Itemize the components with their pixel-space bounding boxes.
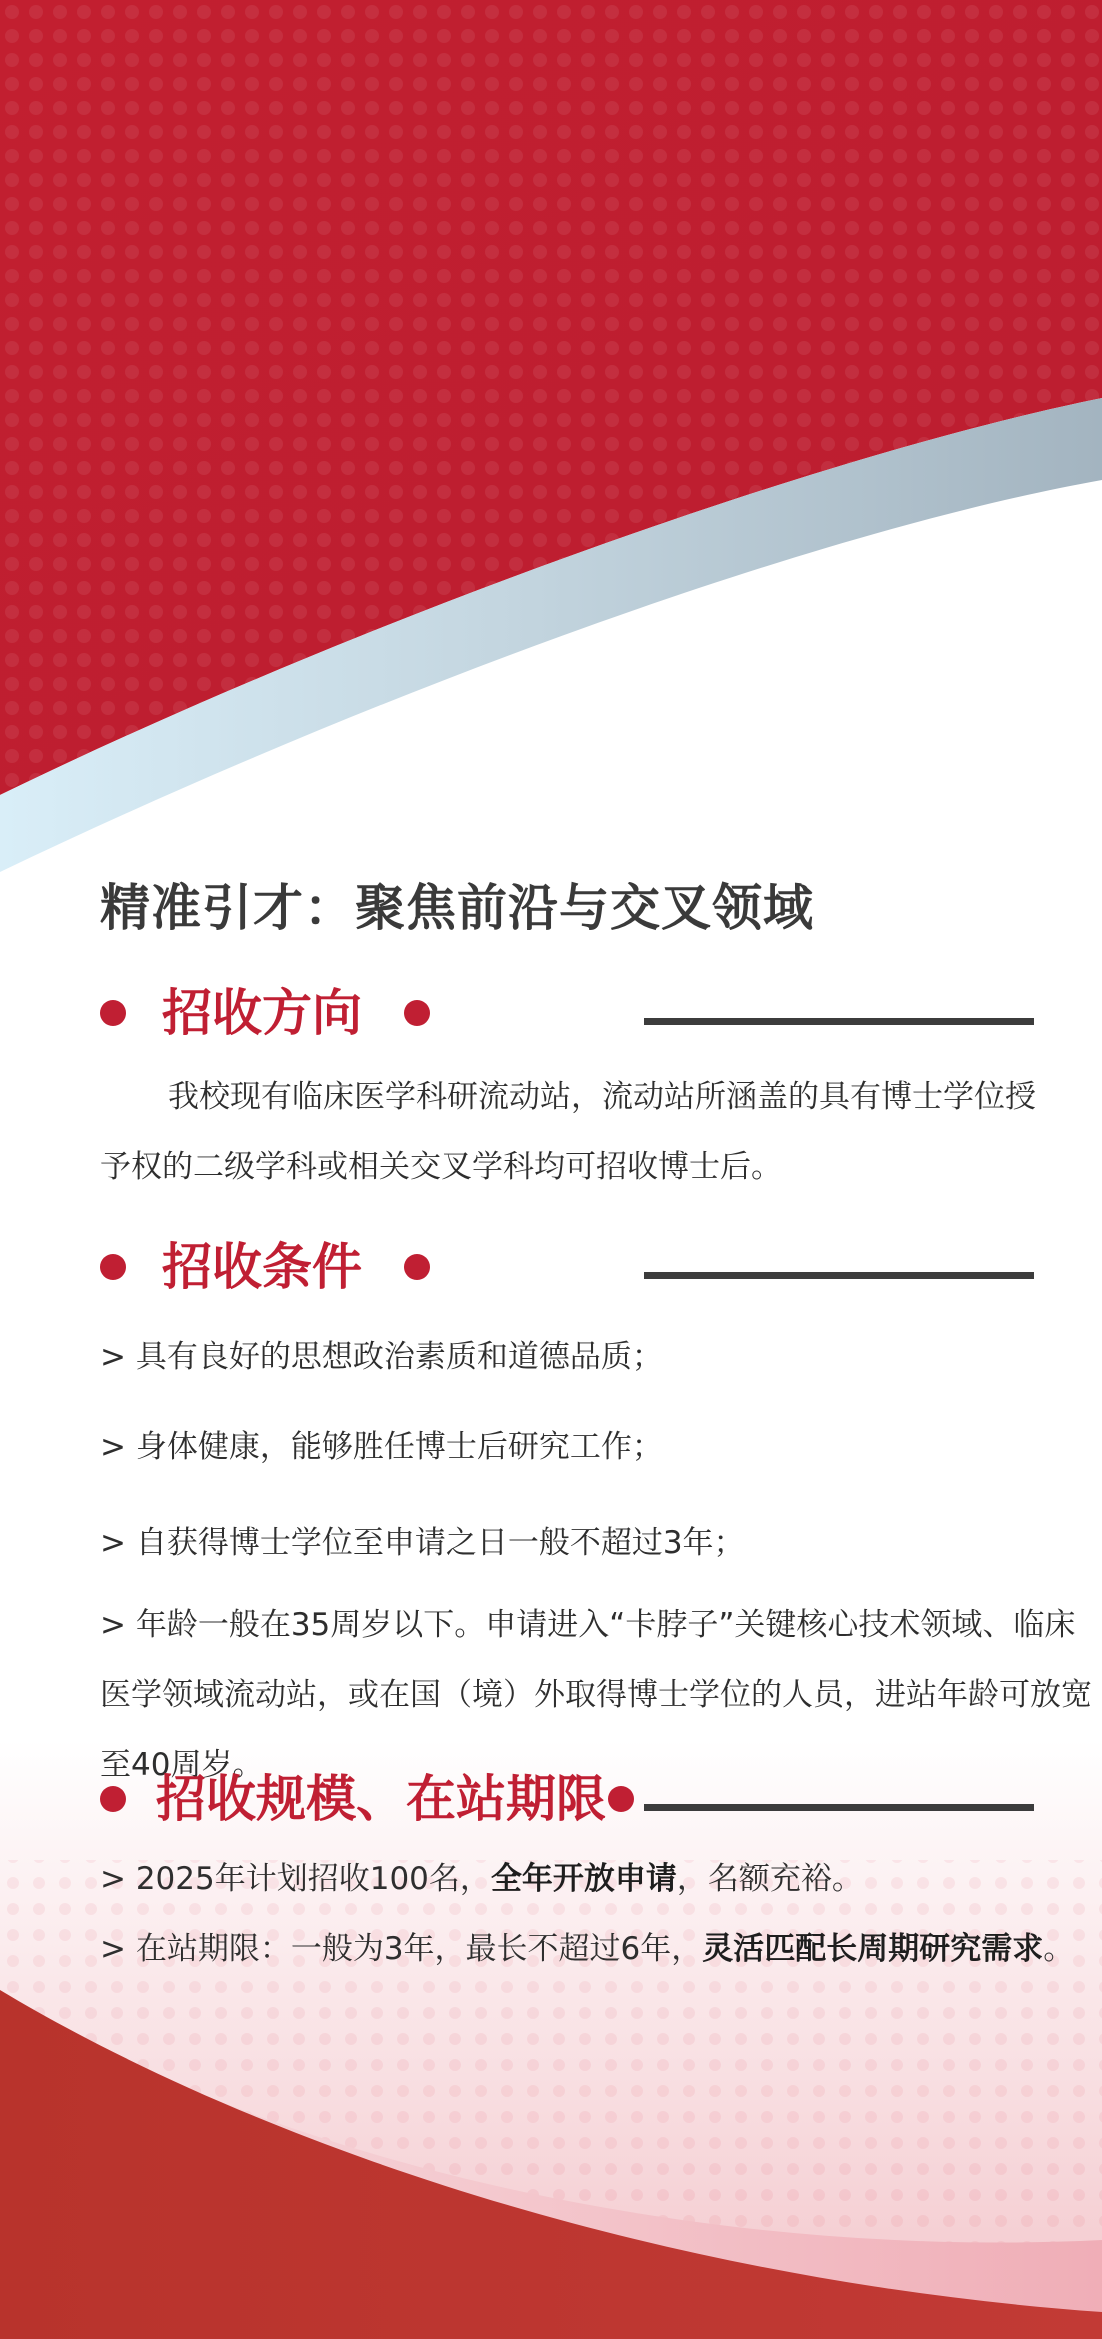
- condition-item: > 身体健康，能够胜任博士后研究工作；: [100, 1429, 663, 1465]
- section-title: 招收方向: [162, 984, 362, 1042]
- bullet-dot-icon: [404, 1000, 430, 1026]
- scale-item: [100, 1844, 1100, 1914]
- condition-item: > 具有良好的思想政治素质和道德品质；: [100, 1339, 663, 1375]
- bullet-dot-icon: [608, 1786, 634, 1812]
- scale-item-text: > 2025年计划招收100名，: [100, 1861, 491, 1897]
- section-header-direction: [100, 978, 1034, 1048]
- direction-paragraph: 我校现有临床医学科研流动站，流动站所涵盖的具有博士学位授予权的二级学科或相关交叉学科均可招收博士后。: [100, 1079, 1036, 1185]
- bullet-dot-icon: [100, 1254, 126, 1280]
- section-title: 招收条件: [162, 1238, 362, 1296]
- condition-item: > 年龄一般在35周岁以下。申请进入“卡脖子”关键核心技术领域、临床医学领域流动站，或在国（境）外取得博士学位的人员，进站年龄可放宽至40周岁。: [100, 1607, 1092, 1783]
- section-rule: [644, 1018, 1034, 1025]
- condition-item: > 自获得博士学位至申请之日一般不超过3年；: [100, 1525, 745, 1561]
- bullet-dot-icon: [100, 1786, 126, 1812]
- section-title: 招收规模、在站期限: [156, 1770, 606, 1828]
- section-header-scale: [100, 1764, 1034, 1834]
- section-rule: [644, 1804, 1034, 1811]
- scale-item: [100, 1914, 1100, 1984]
- scale-item-text: 。: [1043, 1931, 1075, 1967]
- scale-item-text: ，名额充裕。: [676, 1861, 863, 1897]
- section-header-conditions: [100, 1232, 1034, 1302]
- page-headline: 精准引才：聚焦前沿与交叉领域: [100, 879, 814, 937]
- scale-item-text: > 在站期限：一般为3年，最长不超过6年，: [100, 1931, 703, 1967]
- scale-item-highlight: 灵活匹配长周期研究需求: [702, 1931, 1044, 1967]
- bullet-dot-icon: [404, 1254, 430, 1280]
- bullet-dot-icon: [100, 1000, 126, 1026]
- section-rule: [644, 1272, 1034, 1279]
- scale-item-highlight: 全年开放申请: [490, 1861, 677, 1897]
